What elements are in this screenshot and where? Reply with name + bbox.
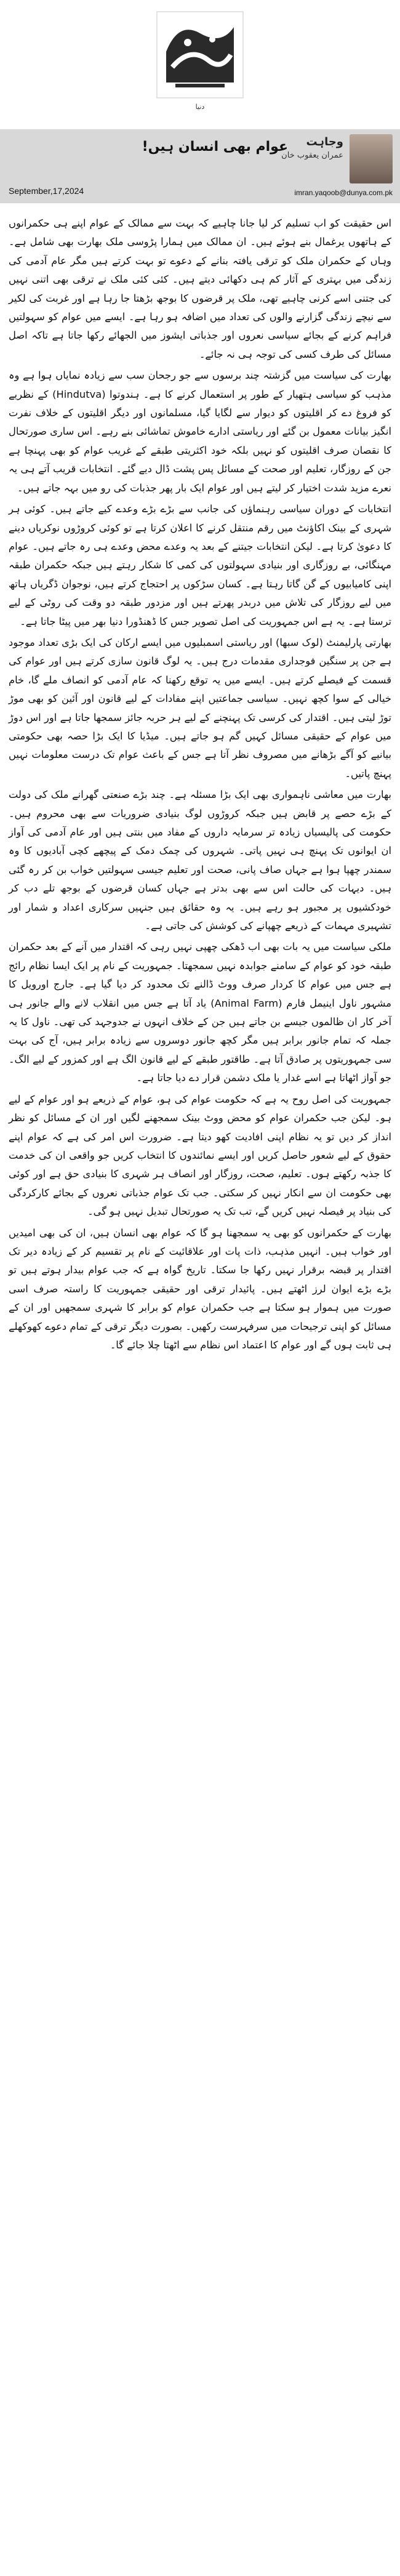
article-body — [9, 214, 391, 1357]
publish-date: September,17,2024 — [9, 186, 84, 196]
article-paragraph: جمہوریت کی اصل روح یہ ہے کہ حکومت عوام کی ہو، عوام کے ذریعے ہو اور عوام کے لیے ہو۔ لیکن جب حکمران عوام کو محض ووٹ بینک سمجھنے لگیں اور ان کے مسائل کو نظر انداز کر دیں تو یہ نظام اپنی افادیت کھو دیتا ہے۔ ضرورت اس امر کی ہے کہ عوام اپنے حقوق کے لیے شعور حاصل کریں اور ایسے نمائندوں کا انتخاب کریں جو واقعی ان کی خدمت کا جذبہ رکھتے ہوں۔ تعلیم، صحت، روزگار اور انصاف ہر شہری کا بنیادی حق ہے اور کوئی بھی حکومت ان سے انکار نہیں کر سکتی۔ جب تک عوام جذباتی نعروں کے بجائے کارکردگی کی بنیاد پر فیصلہ نہیں کریں گے، تب تک یہ صورتحال تبدیل نہیں ہو گی۔ — [9, 1093, 391, 1218]
column-label: وجاہت — [306, 135, 343, 148]
masthead — [0, 0, 400, 129]
logo-caption: دنیا — [195, 103, 205, 111]
article-paragraph: ملکی سیاست میں یہ بات بھی اب ڈھکی چھپی نہیں رہی کہ اقتدار میں آنے کے بعد حکمران طبقہ خود کو عوام کے سامنے جوابدہ نہیں سمجھتا۔ جمہوریت کے نام پر ایک ایسا نظام رائج ہے جس میں عوام کا کردار صرف ووٹ ڈالنے تک محدود کر دیا گیا ہے۔ جارج اورویل کا مشہور ناول اینیمل فارم (Animal Farm) یاد آتا ہے جس میں انقلاب لانے والے جانور ہی آخر کار ان ظالموں جیسے بن جاتے ہیں جن کے خلاف انہوں نے جدوجہد کی تھی۔ ناول کا یہ جملہ کہ تمام جانور برابر ہیں مگر کچھ جانور دوسروں سے زیادہ برابر ہیں، آج کی بہت سی جمہوریتوں پر صادق آتا ہے۔ طاقتور طبقے کے لیے قانون الگ ہے اور کمزور کے لیے الگ۔ جو آواز اٹھاتا ہے اسے غدار یا ملک دشمن قرار دے دیا جاتا ہے۔ — [9, 941, 392, 1084]
dunya-logo-icon — [154, 9, 246, 113]
article-paragraph: بھارتی پارلیمنٹ (لوک سبھا) اور ریاستی اسمبلیوں میں ایسے ارکان کی ایک بڑی تعداد موجود ہے جن پر سنگین فوجداری مقدمات درج ہیں۔ یہ لوگ قانون سازی کرتے ہیں اور عوام کی قسمت کے فیصلے کرتے ہیں۔ ایسے میں یہ توقع رکھنا کہ عام آدمی کو انصاف ملے گا، خام خیالی کے سوا کچھ نہیں۔ سیاسی جماعتیں اپنے مفادات کے لیے قانون اور آئین کو بھی موڑ توڑ لیتی ہیں۔ اقتدار کی کرسی تک پہنچنے کے لیے ہر حربہ جائز سمجھا جاتا ہے اور اس دوڑ میں عوام کے حقیقی مسائل کہیں گم ہو جاتے ہیں۔ میڈیا کا ایک بڑا حصہ بھی حکومتی بیانیے کو آگے بڑھانے میں مصروف نظر آتا ہے جس کے باعث عوام تک درست معلومات نہیں پہنچ پاتیں۔ — [9, 636, 391, 779]
article-paragraph: اس حقیقت کو اب تسلیم کر لیا جانا چاہیے کہ بہت سے ممالک کے عوام اپنے ہی حکمرانوں کے ہاتھوں یرغمال بنے ہوئے ہیں۔ ان ممالک میں ہمارا پڑوسی ملک بھارت بھی شامل ہے۔ وہاں کے حکمران ملک کو ترقی یافتہ بنانے کے دعوے تو بہت کرتے ہیں مگر عام آدمی کی زندگی میں بہتری کے آثار کم ہی دکھائی دیتے ہیں۔ کئی کئی ملک نے ترقی بھی اتنی نہیں کی جتنی اسے کرنی چاہیے تھی، ملک پر قرضوں کا بوجھ بڑھتا جا رہا ہے اور غربت کی لکیر سے نیچے زندگی گزارنے والوں کی تعداد میں اضافہ ہو رہا ہے۔ ایسے میں عوام کو سہولتیں فراہم کرنے کے بجائے سیاسی نعروں اور جذباتی ایشوز میں الجھائے رکھا جاتا ہے تاکہ اصل مسائل کی طرف کسی کی توجہ ہی نہ جائے۔ — [9, 217, 391, 360]
article-paragraph: انتخابات کے دوران سیاسی رہنماؤں کی جانب سے بڑے بڑے وعدے کیے جاتے ہیں۔ کوئی ہر شہری کے بینک اکاؤنٹ میں رقم منتقل کرنے کا اعلان کرتا ہے تو کوئی کروڑوں نوکریاں دینے کا دعویٰ کرتا ہے۔ لیکن انتخابات جیتنے کے بعد یہ وعدے محض وعدے ہی رہ جاتے ہیں۔ عوام مہنگائی، بے روزگاری اور بنیادی سہولتوں کی کمی کا شکار رہتے ہیں جبکہ حکمران طبقہ اپنی کامیابیوں کے گن گاتا رہتا ہے۔ کسان سڑکوں پر احتجاج کرتے ہیں، نوجوان ڈگریاں ہاتھ میں لیے روزگار کی تلاش میں دربدر پھرتے ہیں اور مزدور طبقہ دو وقت کی روٹی کے لیے ترستا ہے۔ یہ ہے اس جمہوریت کی اصل تصویر جس کا ڈھنڈورا دنیا بھر میں پیٹا جاتا ہے۔ — [9, 503, 391, 627]
author-photo — [350, 134, 393, 183]
author-email[interactable]: imran.yaqoob@dunya.com.pk — [294, 188, 393, 197]
newspaper-logo[interactable] — [154, 9, 246, 113]
article-paragraph: بھارت کی سیاست میں گزشتہ چند برسوں سے جو رجحان سب سے زیادہ نمایاں ہوا ہے وہ مذہب کو سیاسی ہتھیار کے طور پر استعمال کرنے کا ہے۔ ہندوتوا (Hindutva) کے نظریے کو فروغ دے کر اقلیتوں کو دیوار سے لگایا گیا، مسلمانوں اور دیگر اقلیتوں کے خلاف نفرت انگیز بیانات معمول بن گئے اور ریاستی ادارے خاموش تماشائی بنے رہے۔ اس ساری صورتحال کا نقصان صرف اقلیتوں کو نہیں بلکہ خود اکثریتی طبقے کے غریب عوام کو بھی پہنچا ہے جن کے روزگار، تعلیم اور صحت کے مسائل پس پشت ڈال دیے گئے۔ انتخابات قریب آتے ہی یہ نعرے مزید شدت اختیار کر لیتے ہیں اور عوام ایک بار پھر جذبات کی رو میں بہہ جاتے ہیں۔ — [9, 369, 391, 494]
author-name: عمران یعقوب خان — [281, 151, 343, 160]
article-paragraph: بھارت کے حکمرانوں کو بھی یہ سمجھنا ہو گا کہ عوام بھی انسان ہیں، ان کی بھی امیدیں اور خواب ہیں۔ انہیں مذہب، ذات پات اور علاقائیت کے نام پر تقسیم کر کے زیادہ دیر تک اقتدار پر قبضہ برقرار نہیں رکھا جا سکتا۔ تاریخ گواہ ہے کہ جب عوام بیدار ہوتے ہیں تو بڑے بڑے ایوان لرز اٹھتے ہیں۔ پائیدار ترقی اور حقیقی جمہوریت کا راستہ صرف اسی صورت میں ہموار ہو سکتا ہے جب حکمران عوام کو برابر کا شہری سمجھیں اور ان کے مسائل کو اپنی ترجیحات میں سرفہرست رکھیں۔ بصورت دیگر ترقی کے تمام دعوے کھوکھلے ہی ثابت ہوں گے اور عوام کا اعتماد اس نظام سے اٹھتا چلا جائے گا۔ — [9, 1226, 391, 1351]
article-paragraph: بھارت میں معاشی ناہمواری بھی ایک بڑا مسئلہ ہے۔ چند بڑے صنعتی گھرانے ملک کی دولت کے بڑے حصے پر قابض ہیں جبکہ کروڑوں لوگ بنیادی ضروریات سے بھی محروم ہیں۔ حکومت کی پالیسیاں زیادہ تر سرمایہ داروں کے مفاد میں بنتی ہیں اور عام آدمی کی آواز ان ایوانوں تک پہنچ ہی نہیں پاتی۔ شہروں کی چمک دمک کے پیچھے کچی آبادیوں کا وہ سمندر چھپا ہوا ہے جہاں صاف پانی، صحت اور تعلیم جیسی سہولتیں خواب بن کر رہ گئی ہیں۔ دیہات کی حالت اس سے بھی بدتر ہے جہاں کسان قرضوں کے بوجھ تلے دب کر خودکشیوں پر مجبور ہو رہے ہیں۔ یہ وہ حقائق ہیں جنہیں سرکاری اعداد و شمار اور تشہیری مہمات کے ذریعے چھپانے کی کوشش کی جاتی ہے۔ — [9, 789, 391, 932]
article-title: عوام بھی انسان ہیں! — [142, 139, 288, 155]
column-header — [0, 129, 400, 203]
author-block — [281, 135, 343, 160]
